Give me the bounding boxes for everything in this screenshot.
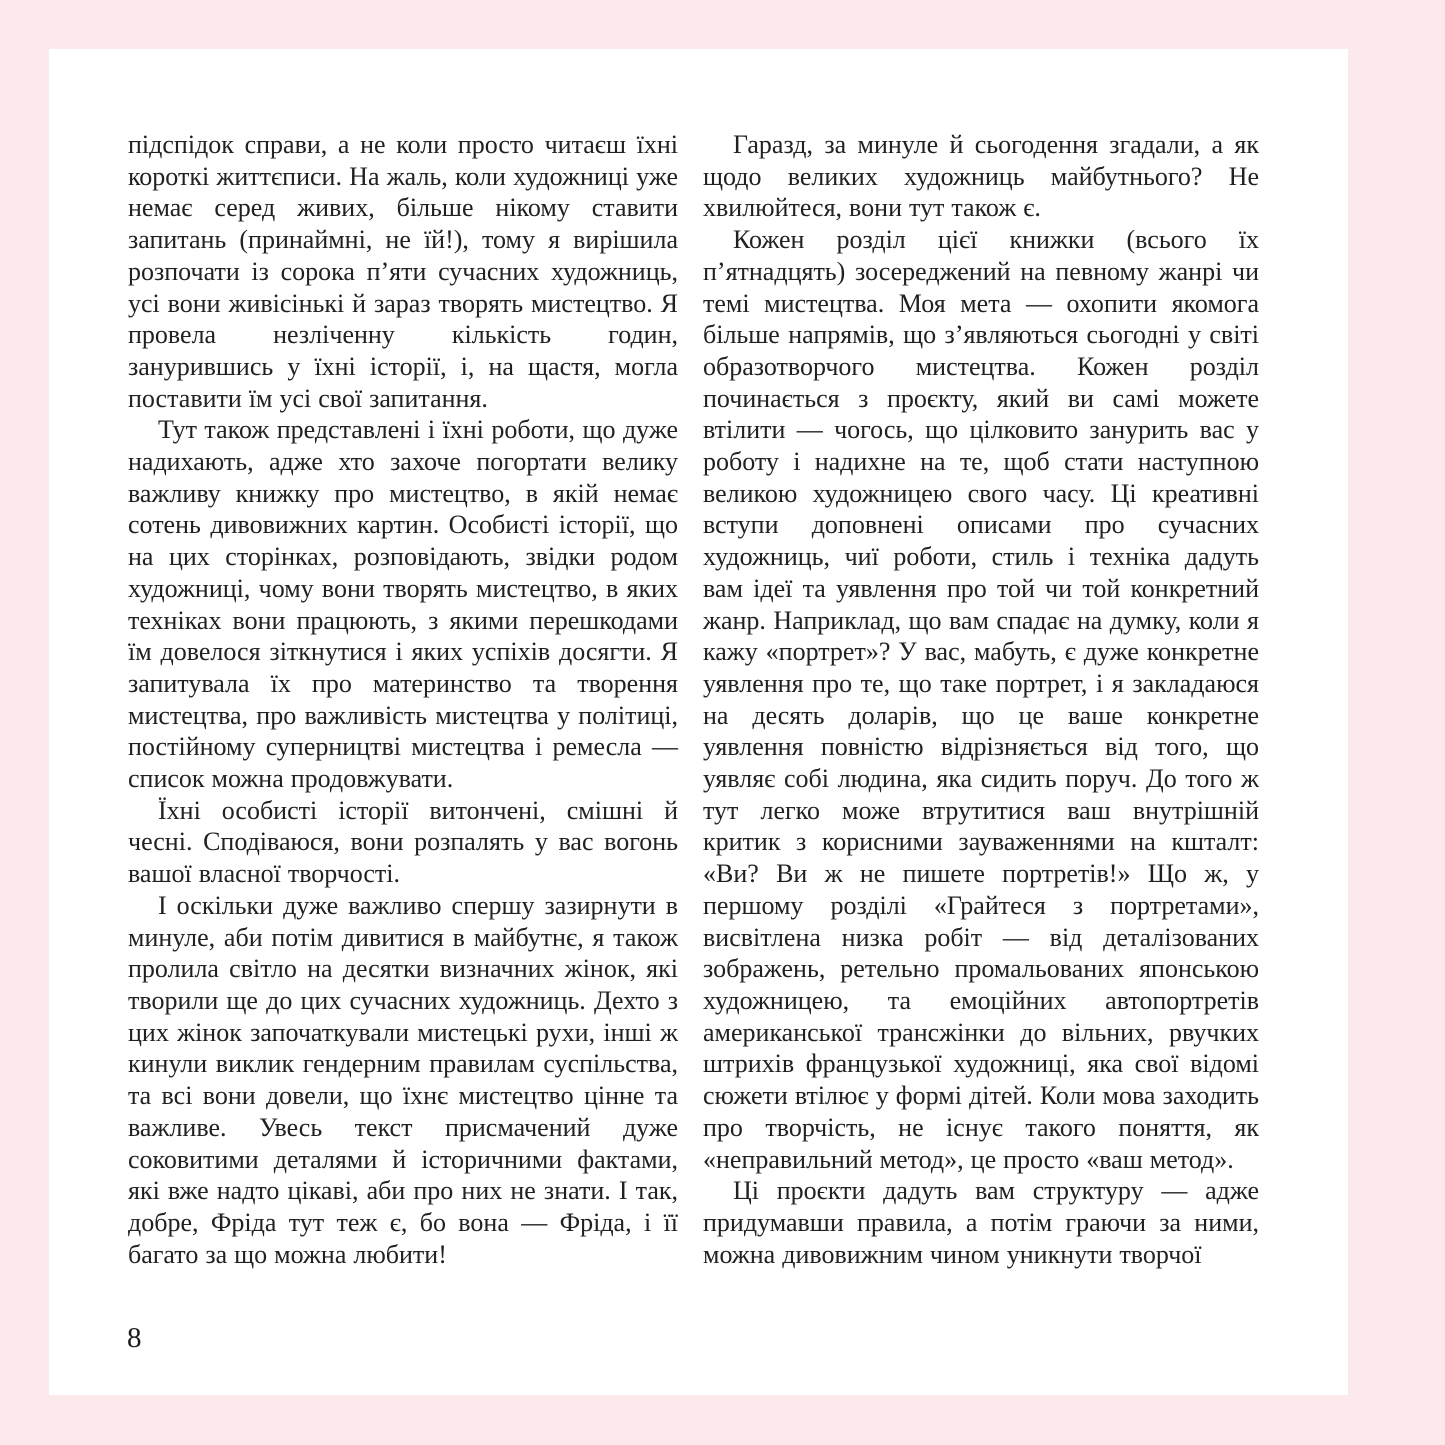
- paragraph: Ці проєкти дадуть вам структуру — адже придумавши правила, а потім граючи за ними, можна дивовижним чином уникнути творчої: [703, 1176, 1259, 1269]
- paragraph: Тут також представлені і їхні роботи, що дуже надихають, адже хто захоче погортати велику важливу книжку про мистецтво, в якій немає сотень дивовижних картин. Особисті історії, що на цих сторінках, розповідають, звідки родом художниці, чому вони творять мистецтво, в яких техніках вони працюють, з якими перешкодами їм довелося зіткнутися і яких успіхів досягти. Я запитувала їх про материнство та творення мистецтва, про важливість мистецтва у політиці, постійному суперництві мистецтва і ремесла — список можна продовжувати.: [128, 415, 678, 794]
- text-column-left: [128, 129, 678, 1270]
- paragraph: Гаразд, за минуле й сьогодення згадали, а як щодо великих художниць майбутнього? Не хвилюйтеся, вони тут також є.: [703, 130, 1259, 223]
- paragraph: І оскільки дуже важливо спершу зазирнути в минуле, аби потім дивитися в майбутнє, я також пролила світло на десятки визначних жінок, які творили ще до цих сучасних художниць. Дехто з цих жінок започаткували мистецькі рухи, інші ж кинули виклик гендерним правилам суспільства, та всі вони довели, що їхнє мистецтво цінне та важливе. Увесь текст присмачений дуже соковитими деталями й історичними фактами, які вже надто цікаві, аби про них не знати. І так, добре, Фріда тут теж є, бо вона — Фріда, і її багато за що можна любити!: [128, 890, 678, 1269]
- paragraph: підспідок справи, а не коли просто читаєш їхні короткі життєписи. На жаль, коли художниці уже немає серед живих, більше нікому ставити запитань (принаймні, не їй!), тому я вирішила розпочати із сорока п’яти сучасних художниць, усі вони живісінькі й зараз творять мистецтво. Я провела незліченну кількість годин, занурившись у їхні історії, і, на щастя, могла поставити їм усі свої запитання.: [128, 130, 678, 413]
- book-page: [49, 49, 1348, 1395]
- paragraph: Їхні особисті історії витончені, смішні й чесні. Сподіваюся, вони розпалять у вас вогонь вашої власної творчості.: [128, 795, 678, 889]
- page-text-area: [128, 129, 1259, 1270]
- paragraph: Кожен розділ цієї книжки (всього їх п’ятнадцять) зосереджений на певному жанрі чи темі мистецтва. Моя мета — охопити якомога більше напрямів, що з’являються сьогодні у світі образотворчого мистецтва. Кожен розділ починається з проєкту, який ви самі можете втілити — чогось, що цілковито занурить вас у роботу і надихне на те, щоб стати наступною великою художницею свого часу. Ці креативні вступи доповнені описами про сучасних художниць, чиї роботи, стиль і техніка дадуть вам ідеї та уявлення про той чи той конкретний жанр. Наприклад, що вам спадає на думку, коли я кажу «портрет»? У вас, мабуть, є дуже конкретне уявлення про те, що таке портрет, і я закладаюся на десять доларів, що це ваше конкретне уявлення повністю відрізняється від того, що уявляє собі людина, яка сидить поруч. До того ж тут легко може втрутитися ваш внутрішній критик з корисними зауваженнями на кшталт: «Ви? Ви ж не пишете портретів!» Що ж, у першому розділі «Грайтеся з портретами», висвітлена низка робіт — від деталізованих зображень, ретельно промальованих японською художницею, та емоційних автопортретів американської трансжінки до вільних, рвучких штрихів французької художниці, яка свої відомі сюжети втілює у формі дітей. Коли мова заходить про творчість, не існує такого поняття, як «неправильний метод», це просто «ваш метод».: [703, 225, 1259, 1174]
- page-number: 8: [127, 1322, 142, 1354]
- text-column-right: [703, 129, 1259, 1270]
